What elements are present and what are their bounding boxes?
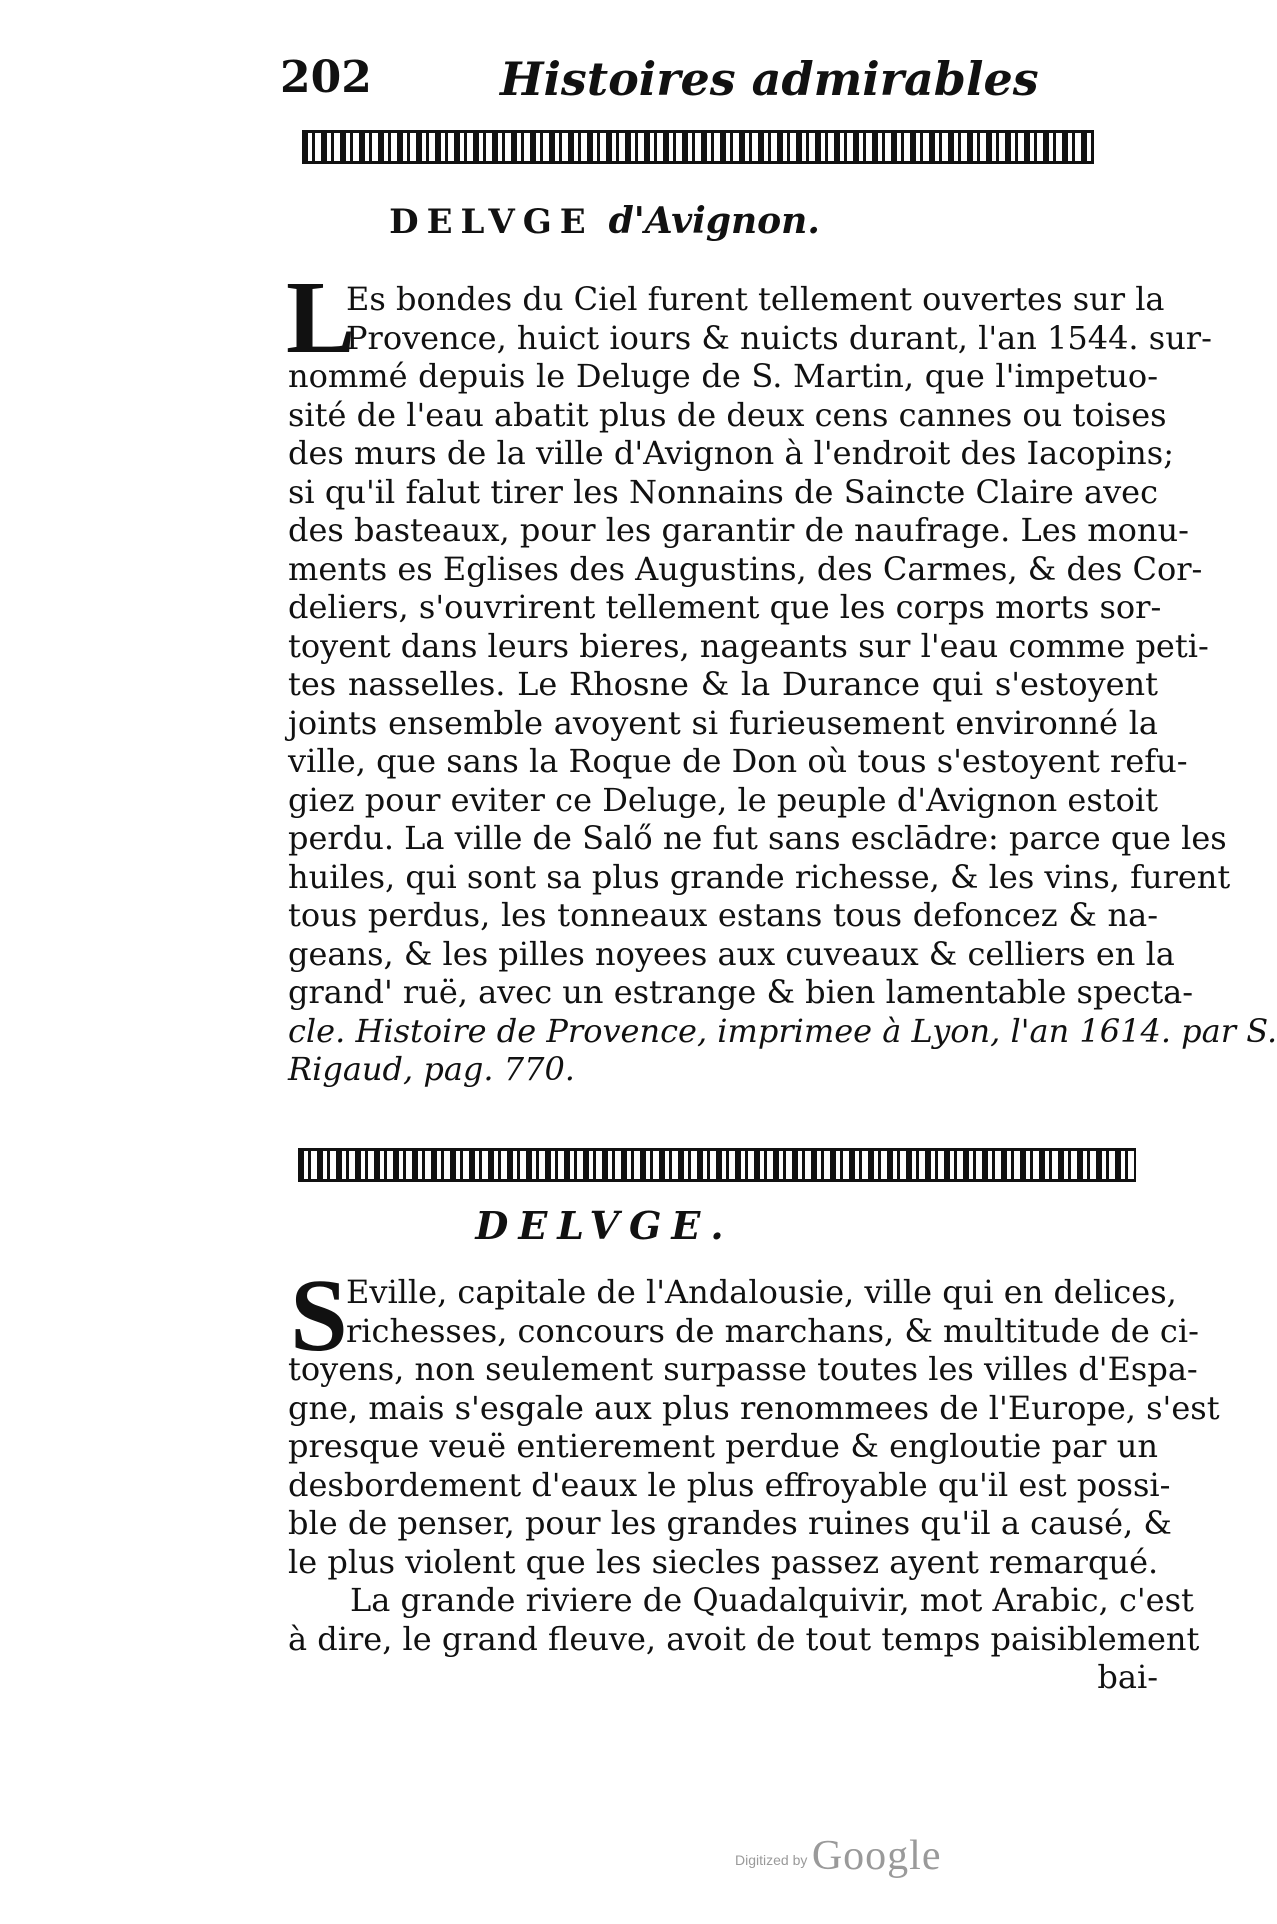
citation-line: cle. Histoire de Provence, imprimee à Lyon, l'an 1614. par S. xyxy=(288,1011,1277,1050)
text-line: Eville, capitale de l'Andalousie, ville qui en delices, xyxy=(346,1273,1177,1311)
text-line: tous perdus, les tonneaux estans tous defoncez & na- xyxy=(288,896,1158,934)
text-line: joints ensemble avoyent si furieusement environné la xyxy=(288,703,1158,742)
drop-cap-l: L xyxy=(286,260,356,375)
running-title: Histoires admirables xyxy=(500,52,1039,106)
text-line: des basteaux, pour les garantir de naufrage. Les monu- xyxy=(288,511,1189,549)
text-line: ments es Eglises des Augustins, des Carmes, & des Cor- xyxy=(288,549,1203,588)
page-number: 202 xyxy=(280,52,372,103)
section-heading-deluge: DELVGE. xyxy=(475,1203,734,1248)
text-line: deliers, s'ouvrirent tellement que les corps morts sor- xyxy=(288,588,1162,626)
ornamental-band-top xyxy=(302,130,1094,164)
catchword: bai- xyxy=(1097,1658,1158,1696)
text-block-seville xyxy=(288,1273,1220,1697)
text-line: ble de penser, pour les grandes ruines qu'il a causé, & xyxy=(288,1504,1172,1542)
text-line: sité de l'eau abatit plus de deux cens cannes ou toises xyxy=(288,395,1167,434)
text-line: nommé depuis le Deluge de S. Martin, que l'impetuo- xyxy=(288,357,1158,395)
text-line: grand' ruë, avec un estrange & bien lamentable specta- xyxy=(288,973,1194,1011)
text-line: le plus violent que les siecles passez ayent remarqué. xyxy=(288,1542,1159,1581)
section-heading-avignon xyxy=(0,200,1209,242)
text-line: des murs de la ville d'Avignon à l'endroit des Iacopins; xyxy=(288,434,1174,472)
text-line: perdu. La ville de Salő ne fut sans esclādre: parce que les xyxy=(288,819,1227,857)
text-line: si qu'il falut tirer les Nonnains de Saincte Claire avec xyxy=(288,472,1158,511)
digitized-label: Digitized by xyxy=(735,1852,808,1868)
text-line: toyens, non seulement surpasse toutes les villes d'Espa- xyxy=(288,1350,1198,1388)
digitized-watermark xyxy=(735,1832,941,1880)
text-block-avignon xyxy=(288,280,1277,1089)
text-line: richesses, concours de marchans, & multitude de ci- xyxy=(346,1311,1199,1350)
drop-cap-s: S xyxy=(290,1258,348,1373)
text-line: tes nasselles. Le Rhosne & la Durance qui s'estoyent xyxy=(288,665,1158,703)
text-line: à dire, le grand fleuve, avoit de tout temps paisiblement xyxy=(288,1619,1200,1658)
text-line: giez pour eviter ce Deluge, le peuple d'Avignon estoit xyxy=(288,780,1158,819)
text-line: ville, que sans la Roque de Don où tous s'estoyent refu- xyxy=(288,742,1188,780)
text-line: Es bondes du Ciel furent tellement ouvertes sur la xyxy=(346,280,1165,318)
text-line: desbordement d'eaux le plus effroyable qu'il est possi- xyxy=(288,1465,1171,1504)
text-line: Provence, huict iours & nuicts durant, l'an 1544. sur- xyxy=(346,318,1212,357)
text-line: gne, mais s'esgale aux plus renommees de l'Europe, s'est xyxy=(288,1388,1220,1427)
text-line: huiles, qui sont sa plus grande richesse, & les vins, furent xyxy=(288,857,1231,896)
heading-italic: d'Avignon. xyxy=(608,200,820,242)
google-logo: Google xyxy=(811,1833,942,1879)
citation-line: Rigaud, pag. 770. xyxy=(288,1050,575,1088)
running-head xyxy=(270,52,1190,112)
text-line: presque veuë entierement perdue & engloutie par un xyxy=(288,1427,1158,1465)
text-line: toyent dans leurs bieres, nageants sur l'eau comme peti- xyxy=(288,626,1209,665)
text-line: La grande riviere de Quadalquivir, mot Arabic, c'est xyxy=(350,1581,1194,1619)
text-line: geans, & les pilles noyees aux cuveaux & celliers en la xyxy=(288,934,1175,973)
ornamental-band-middle xyxy=(298,1148,1136,1182)
heading-main: DELVGE xyxy=(389,202,594,242)
